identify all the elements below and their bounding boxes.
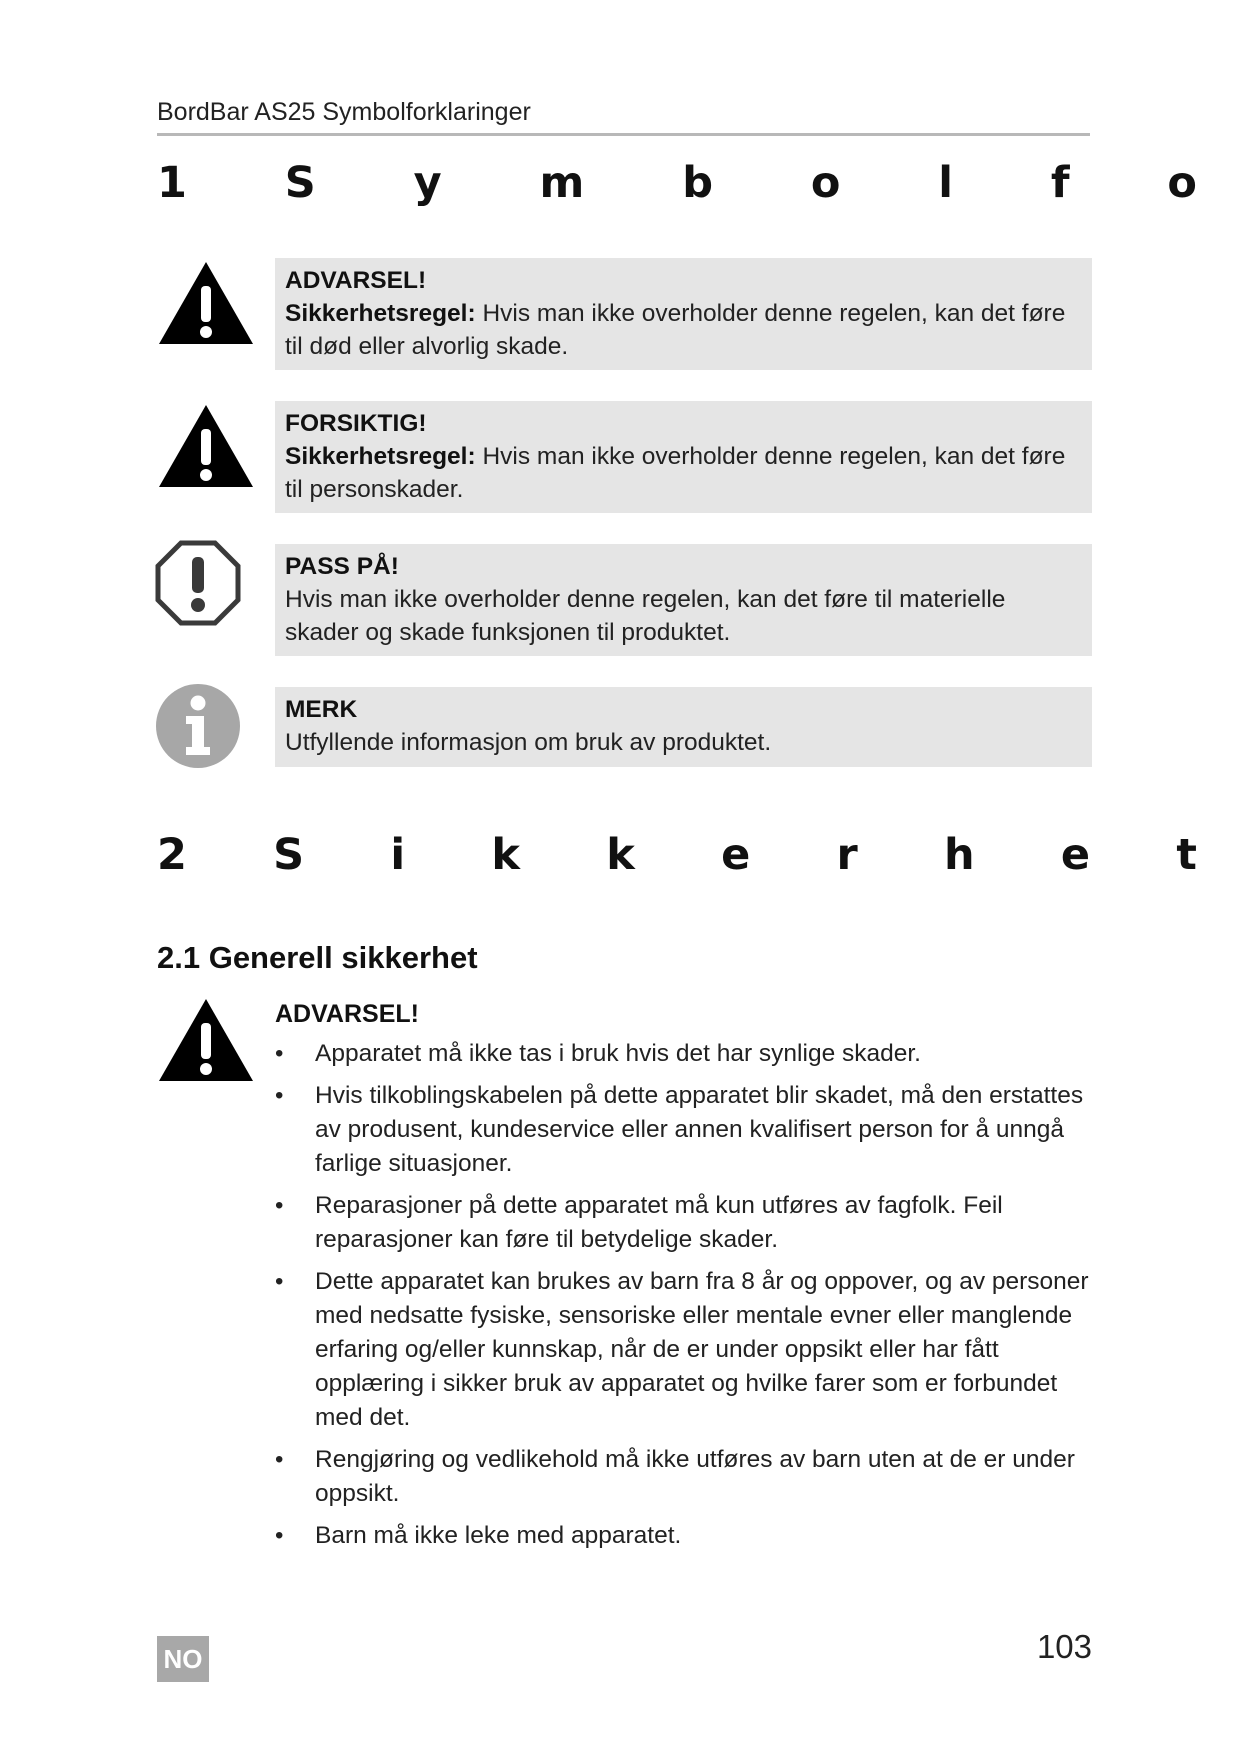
chapter-2-char: t: [1176, 830, 1197, 880]
chapter-1-char: m: [539, 158, 585, 208]
notice-title: MERK: [285, 696, 358, 723]
notice-text: Hvis man ikke overholder denne regelen, kan det føre til materielle skader og skade funksjonen til produktet.: [285, 586, 1006, 646]
running-header: BordBar AS25 Symbolforklaringer: [157, 98, 1090, 136]
chapter-2-heading: [157, 830, 1197, 880]
chapter-1-char: 1: [157, 158, 187, 208]
general-safety-warning: [275, 1000, 1095, 1561]
chapter-2-char: e: [721, 830, 751, 880]
chapter-2-char: i: [390, 830, 406, 880]
chapter-1-heading: [157, 158, 1197, 208]
chapter-1-char: o: [810, 158, 841, 208]
chapter-1-char: f: [1050, 158, 1070, 208]
chapter-1-char: o: [1167, 158, 1197, 208]
chapter-2-char: 2: [157, 830, 187, 880]
chapter-2-char: h: [944, 830, 975, 880]
language-badge: NO: [157, 1636, 209, 1682]
notice-lead: Sikkerhetsregel:: [285, 300, 476, 327]
list-item: • Dette apparatet kan brukes av barn fra 8 år og oppover, og av personer med nedsatte fysiske, sensoriske eller mentale evner eller manglende erfaring og/eller kunnskap, når de er under oppsikt eller har fått opplæring i sikker bruk av apparatet og hvilke farer som er forbundet med det.: [275, 1265, 1095, 1435]
notice-title: FORSIKTIG!: [285, 410, 427, 437]
chapter-2-char: k: [606, 830, 635, 880]
notice-advarsel: [275, 258, 1092, 370]
notice-pass-paa: [275, 544, 1092, 656]
warning-title: ADVARSEL!: [275, 1000, 419, 1028]
chapter-2-char: k: [491, 830, 521, 880]
notice-text: Hvis man ikke overholder denne regelen, kan det føre til personskader.: [285, 443, 1066, 503]
notice-forsiktig: [275, 401, 1092, 513]
safety-bullet-list: [275, 1037, 1095, 1553]
notice-title: ADVARSEL!: [285, 267, 427, 294]
notice-title: PASS PÅ!: [285, 553, 399, 580]
chapter-1-char: S: [284, 158, 316, 208]
chapter-1-char: y: [413, 158, 442, 208]
notice-text: Hvis man ikke overholder denne regelen, kan det føre til død eller alvorlig skade.: [285, 300, 1066, 360]
notice-lead: Sikkerhetsregel:: [285, 443, 476, 470]
chapter-2-char: r: [836, 830, 858, 880]
page-number: 103: [1036, 1628, 1092, 1665]
list-item: • Rengjøring og vedlikehold må ikke utføres av barn uten at de er under oppsikt.: [275, 1443, 1095, 1511]
warning-triangle-icon: [157, 258, 255, 348]
list-item: • Barn må ikke leke med apparatet.: [275, 1519, 1095, 1553]
chapter-2-char: S: [273, 830, 305, 880]
list-item: • Reparasjoner på dette apparatet må kun utføres av fagfolk. Feil reparasjoner kan føre til betydelige skader.: [275, 1189, 1095, 1257]
chapter-1-char: b: [682, 158, 713, 208]
section-title: 2.1 Generell sikkerhet: [157, 940, 478, 975]
list-item: • Hvis tilkoblingskabelen på dette apparatet blir skadet, må den erstattes av produsent, kundeservice eller annen kvalifisert person for å unngå farlige situasjoner.: [275, 1079, 1095, 1181]
warning-triangle-icon: [157, 995, 255, 1085]
notice-octagon-icon: [155, 540, 253, 630]
caution-triangle-icon: [157, 401, 255, 491]
chapter-1-char: l: [938, 158, 953, 208]
list-item: • Apparatet må ikke tas i bruk hvis det har synlige skader.: [275, 1037, 1095, 1071]
info-circle-icon: [155, 683, 253, 773]
chapter-2-char: e: [1060, 830, 1091, 880]
notice-text: Utfyllende informasjon om bruk av produktet.: [285, 729, 772, 756]
notice-merk: [275, 687, 1092, 767]
